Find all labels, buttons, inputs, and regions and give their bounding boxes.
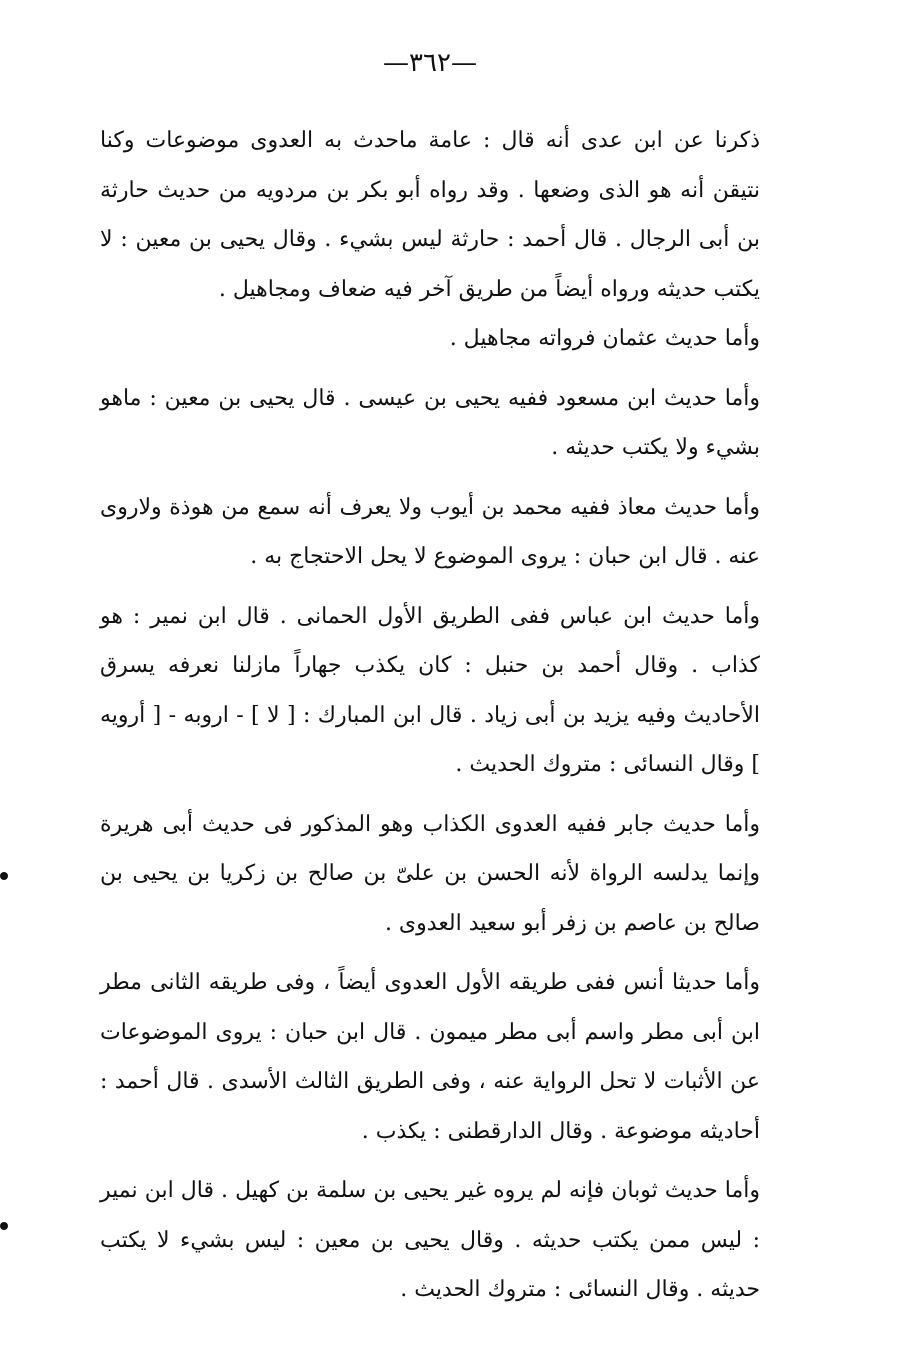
margin-speck bbox=[0, 1222, 8, 1230]
paragraph-1: ذكرنا عن ابن عدى أنه قال : عامة ماحدث به العدوى موضوعات وكنا نتيقن أنه هو الذى وضعها . وقد رواه أبو بكر بن مردويه من حديث حارثة بن أبى الرجال . قال أحمد : حارثة ليس بشيء . وقال يحيى بن معين : لا يكتب حديثه ورواه أيضاً من طريق آخر فيه ضعاف ومجاهيل . bbox=[100, 128, 760, 302]
paragraph-8: وأما حديث ثوبان فإنه لم يروه غير يحيى بن سلمة بن كهيل . قال ابن نمير : ليس ممن يكتب حديثه . وقال يحيى بن معين : ليس بشيء لا يكتب حديثه . وقال النسائى : متروك الحديث . bbox=[100, 1178, 761, 1302]
body-text bbox=[100, 116, 760, 1315]
page-number: —٣٦٢— bbox=[383, 48, 477, 78]
paragraph-5: وأما حديث ابن عباس ففى الطريق الأول الحمانى . قال ابن نمير : هو كذاب . وقال أحمد بن حنبل : كان يكذب جهاراً مازلنا نعرفه يسرق الأحاديث وفيه يزيد بن أبى زياد . قال ابن المبارك : [ لا ] - اروبه - [ أرويه ] وقال النسائى : متروك الحديث . bbox=[100, 603, 760, 777]
paragraph-2: وأما حديث عثمان فرواته مجاهيل . bbox=[449, 326, 760, 351]
book-page bbox=[100, 40, 760, 1340]
paragraph-7: وأما حديثا أنس ففى طريقه الأول العدوى أيضاً ، وفى طريقه الثانى مطر ابن أبى مطر واسم أبى مطر ميمون . قال ابن حبان : يروى الموضوعات عن الأثبات لا تحل الرواية عنه ، وفى الطريق الثالث الأسدى . قال أحمد : أحاديثه موضوعة . وقال الدارقطنى : يكذب . bbox=[100, 970, 760, 1144]
paragraph-3: وأما حديث ابن مسعود ففيه يحيى بن عيسى . قال يحيى بن معين : ماهو بشيء ولا يكتب حديثه . bbox=[100, 385, 760, 460]
paragraph-6: وأما حديث جابر ففيه العدوى الكذاب وهو المذكور فى حديث أبى هريرة وإنما يدلسه الرواة لأنه الحسن بن علىّ بن صالح بن زكريا بن يحيى بن صالح بن عاصم بن زفر أبو سعيد العدوى . bbox=[100, 811, 760, 936]
margin-speck bbox=[0, 872, 8, 880]
paragraph-4: وأما حديث معاذ ففيه محمد بن أيوب ولا يعرف أنه سمع من هوذة ولاروى عنه . قال ابن حبان : يروى الموضوع لا يحل الاحتجاج به . bbox=[100, 494, 760, 569]
